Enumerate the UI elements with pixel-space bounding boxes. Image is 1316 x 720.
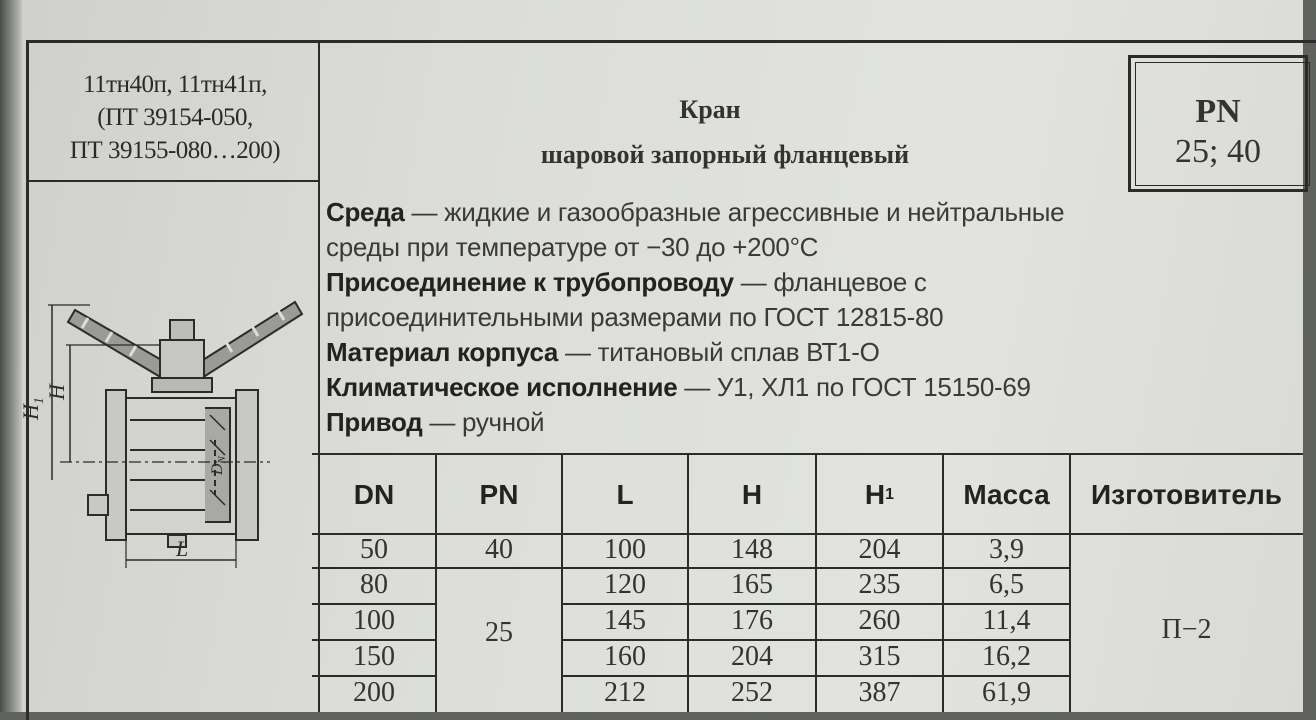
cell-dn: 100	[353, 605, 395, 636]
cell-l: 160	[604, 641, 646, 672]
col-header-l: L	[616, 479, 634, 510]
dim-h1-label: $H_1$	[18, 397, 47, 420]
cell-dn: 80	[360, 569, 388, 600]
desc-line-7	[326, 405, 1286, 440]
cell-h: 176	[731, 605, 773, 636]
col-header-dn: DN	[353, 479, 395, 510]
model-cell-bottom	[29, 180, 319, 182]
model-line-3: ПТ 39155-080…200)	[69, 137, 281, 164]
cell-mass: 3,9	[989, 534, 1024, 565]
model-line-1: 11тн40п, 11тн41п,	[83, 71, 267, 98]
desc-term: Климатическое исполнение	[326, 372, 678, 402]
cell-mass: 6,5	[989, 569, 1024, 600]
desc-text: — У1, ХЛ1 по ГОСТ 15150-69	[677, 372, 1031, 402]
cell-manufacturer: П−2	[1161, 614, 1212, 645]
cell-mass: 16,2	[982, 641, 1031, 672]
cell-h1: 204	[858, 534, 901, 565]
cell-l: 120	[604, 569, 646, 600]
cell-mass: 61,9	[982, 677, 1031, 708]
cell-h: 148	[731, 534, 773, 565]
model-designation	[40, 68, 310, 167]
desc-term: Материал корпуса	[326, 337, 559, 367]
cell-h: 165	[731, 569, 773, 600]
desc-line-3	[326, 265, 1286, 300]
cell-h1: 387	[858, 677, 901, 708]
desc-text: — жидкие и газообразные агрессивные и нейтральные	[404, 197, 1065, 227]
book-spine	[0, 0, 22, 712]
col-header-h: H	[741, 479, 763, 510]
cell-pn: 40	[485, 534, 513, 565]
description	[326, 195, 1286, 440]
cell-h: 252	[731, 677, 773, 708]
dim-dn-label: DN	[209, 456, 228, 475]
desc-line-5	[326, 335, 1286, 370]
cell-dn: 50	[360, 534, 388, 565]
desc-term: Привод	[326, 407, 423, 437]
col-header-mass: Масса	[963, 479, 1050, 510]
title-line-1: Кран	[679, 95, 741, 124]
cell-mass: 11,4	[982, 605, 1031, 636]
title-line-2: шаровой запорный фланцевый	[540, 140, 910, 169]
desc-text: — фланцевое с	[733, 267, 927, 297]
valve-drawing	[18, 290, 320, 590]
model-line-2: (ПТ 39154-050,	[97, 104, 253, 131]
dim-l-label: L	[176, 536, 189, 561]
desc-text: среды при температуре от −30 до +200°С	[326, 232, 819, 262]
cell-h1: 235	[858, 569, 901, 600]
pn-box-inner-border	[1135, 62, 1310, 186]
cell-h1: 315	[858, 641, 901, 672]
desc-text: — ручной	[422, 407, 545, 437]
col-header-pn: PN	[479, 479, 519, 510]
cell-l: 100	[604, 534, 646, 565]
cell-pn-merged: 25	[485, 617, 513, 648]
desc-text: — титановый сплав ВТ1-О	[558, 337, 880, 367]
desc-term: Среда	[326, 197, 405, 227]
cell-dn: 200	[353, 677, 395, 708]
cell-h1: 260	[858, 605, 901, 636]
pn-value: 25; 40	[1175, 133, 1261, 170]
cell-l: 145	[604, 605, 646, 636]
desc-line-6	[326, 370, 1286, 405]
cell-l: 212	[604, 677, 646, 708]
col-header-h1: H 1	[864, 479, 895, 510]
desc-line-4	[326, 300, 1286, 335]
cell-h: 204	[731, 641, 773, 672]
col-header-manufacturer: Изготовитель	[1091, 479, 1282, 510]
pn-label: PN	[1195, 93, 1241, 130]
desc-line-2	[326, 230, 1286, 265]
dim-h-label: H	[44, 384, 69, 400]
cell-dn: 150	[353, 641, 395, 672]
desc-term: Присоединение к трубопроводу	[326, 267, 734, 297]
desc-text: присоединительными размерами по ГОСТ 12815-80	[326, 302, 944, 332]
desc-line-1	[326, 195, 1286, 230]
